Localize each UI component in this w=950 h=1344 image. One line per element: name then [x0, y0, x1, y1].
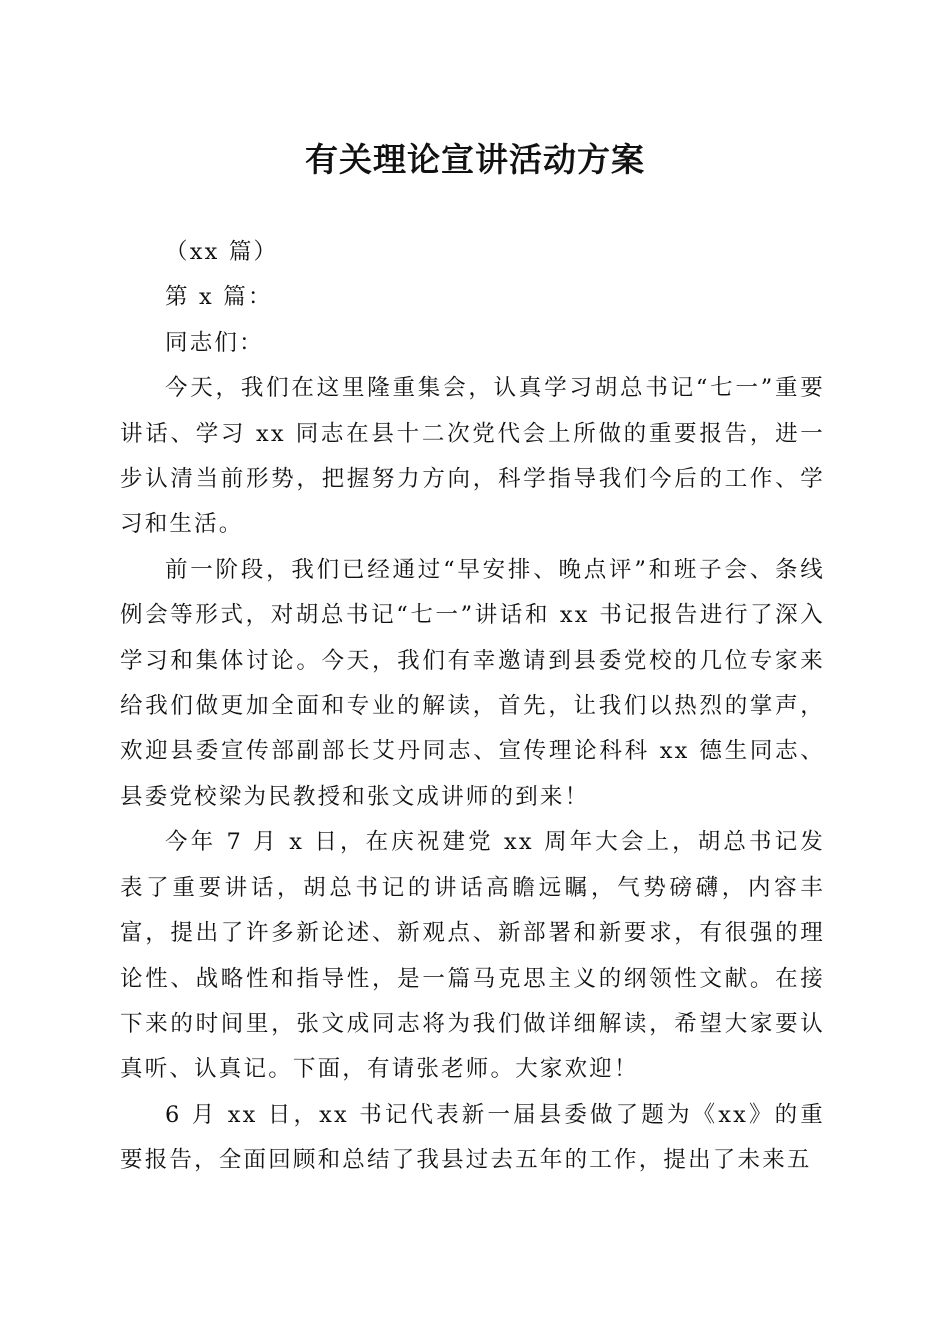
document-title: 有关理论宣讲活动方案 — [305, 140, 645, 179]
paragraph-previous-study: 前一阶段，我们已经通过“早安排、晚点评”和班子会、条线例会等形式，对胡总书记“七一”讲话和 xx 书记报告进行了深入学习和集体讨论。今天，我们有幸邀请到县委党校的几位专家来给我们做更加全面和专业的解读，首先，让我们以热烈的掌声，欢迎县委宣传部副部长艾丹同志、宣传理论科科 xx 德生同志、县委党校梁为民教授和张文成讲师的到来！ — [120, 556, 825, 810]
paragraph-article-number: 第 x 篇： — [165, 284, 273, 311]
paragraph-salutation: 同志们： — [165, 329, 264, 356]
paragraph-june-report: 6 月 xx 日，xx 书记代表新一届县委做了题为《xx》的重要报告，全面回顾和总结了我县过去五年的工作，提出了未来五 — [120, 1101, 825, 1174]
paragraph-july-speech: 今年 7 月 x 日，在庆祝建党 xx 周年大会上，胡总书记发表了重要讲话，胡总书记的讲话高瞻远瞩，气势磅礴，内容丰富，提出了许多新论述、新观点、新部署和新要求，有很强的理论性、战略性和指导性，是一篇马克思主义的纲领性文献。在接下来的时间里，张文成同志将为我们做详细解读，希望大家要认真听、认真记。下面，有请张老师。大家欢迎！ — [120, 829, 825, 1083]
paragraph-opening: 今天，我们在这里隆重集会，认真学习胡总书记“七一”重要讲话、学习 xx 同志在县十二次党代会上所做的重要报告，进一步认清当前形势，把握努力方向，科学指导我们今后的工作、学习和生活。 — [120, 375, 825, 538]
paragraph-article-count: （xx 篇） — [165, 239, 279, 265]
document-body — [120, 230, 825, 1184]
